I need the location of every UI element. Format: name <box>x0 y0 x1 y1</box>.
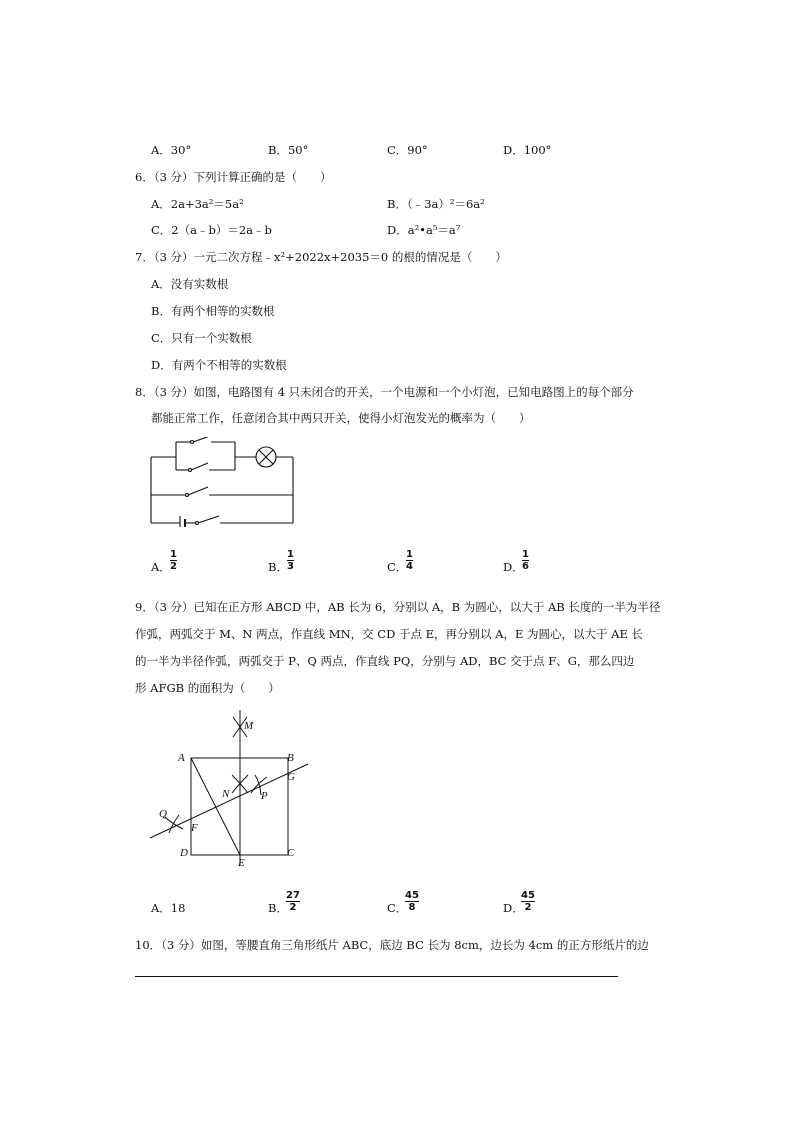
fraction-numerator: 1 <box>522 549 529 560</box>
q9-option-c-prefix: C． <box>387 901 408 915</box>
q9-option-d-fraction <box>521 890 535 913</box>
q6-option-a: A．2a+3a²＝5a² <box>151 197 244 211</box>
q9-option-a: A．18 <box>151 901 186 915</box>
fraction-denominator: 8 <box>405 901 419 913</box>
fraction-numerator: 1 <box>287 549 294 560</box>
point-label-b: B <box>287 752 294 764</box>
q9-stem-line3: 的一半为半径作弧，两弧交于 P、Q 两点，作直线 PQ，分别与 AD，BC 交于点 F、G，那么四边 <box>135 654 635 668</box>
q9-option-d-prefix: D． <box>503 901 524 915</box>
q5-option-d: D．100° <box>503 143 552 157</box>
point-label-q: Q <box>159 808 167 820</box>
q7-option-a: A．没有实数根 <box>151 277 229 291</box>
point-label-m: M <box>244 720 254 732</box>
fraction-numerator: 1 <box>170 549 177 560</box>
fraction-numerator: 1 <box>406 549 413 560</box>
q9-stem-line2: 作弧，两弧交于 M、N 两点，作直线 MN，交 CD 于点 E，再分别以 A，E 为圆心，以大于 AE 长 <box>135 627 644 641</box>
fraction-denominator: 2 <box>286 901 300 913</box>
fraction-denominator: 2 <box>170 561 177 572</box>
q6-option-d: D．a²•a⁵＝a⁷ <box>387 223 461 237</box>
q8-stem-line2: 都能正常工作，任意闭合其中两只开关，使得小灯泡发光的概率为（ ） <box>151 411 531 425</box>
point-label-f: F <box>191 822 198 834</box>
point-label-a: A <box>178 752 185 764</box>
q8-option-c-fraction <box>406 549 413 572</box>
fraction-numerator: 27 <box>286 890 300 901</box>
fraction-denominator: 3 <box>287 561 294 572</box>
q6-stem: 6．（3 分）下列计算正确的是（ ） <box>135 170 332 184</box>
q8-option-b-fraction <box>287 549 294 572</box>
q10-stem-line1: 10．（3 分）如图，等腰直角三角形纸片 ABC，底边 BC 长为 8cm，边长为 4cm 的正方形纸片的边 <box>135 938 649 952</box>
point-label-d: D <box>180 847 188 859</box>
q8-option-a-fraction <box>170 549 177 572</box>
q9-stem-line4: 形 AFGB 的面积为（ ） <box>135 681 280 695</box>
point-label-g: G <box>287 771 295 783</box>
q9-stem-line1: 9．（3 分）已知在正方形 ABCD 中，AB 长为 6，分别以 A，B 为圆心，以大于 AB 长度的一半为半径 <box>135 600 661 614</box>
fraction-denominator: 6 <box>522 561 529 572</box>
q9-option-c-fraction <box>405 890 419 913</box>
point-label-c: C <box>287 847 295 859</box>
fraction-denominator: 4 <box>406 561 413 572</box>
q5-option-b: B．50° <box>268 143 309 157</box>
q8-option-c-prefix: C． <box>387 560 408 574</box>
page-footer-rule <box>135 976 618 977</box>
q8-option-d-fraction <box>522 549 529 572</box>
q5-option-c: C．90° <box>387 143 428 157</box>
q7-option-d: D．有两个不相等的实数根 <box>151 358 287 372</box>
fraction-numerator: 45 <box>405 890 419 901</box>
q5-option-a: A．30° <box>151 143 192 157</box>
q6-option-b: B．（﹣3a）²＝6a² <box>387 197 485 211</box>
q7-option-c: C．只有一个实数根 <box>151 331 252 345</box>
q8-option-d-prefix: D． <box>503 560 524 574</box>
q9-option-b-prefix: B． <box>268 901 288 915</box>
q8-option-b-prefix: B． <box>268 560 288 574</box>
q9-option-b-fraction <box>286 890 300 913</box>
q7-stem: 7．（3 分）一元二次方程﹣x²+2022x+2035＝0 的根的情况是（ ） <box>135 250 507 264</box>
point-label-e: E <box>238 857 245 869</box>
fraction-numerator: 45 <box>521 890 535 901</box>
q8-option-a-prefix: A． <box>151 560 171 574</box>
q8-stem-line1: 8．（3 分）如图，电路图有 4 只未闭合的开关，一个电源和一个小灯泡，已知电路图上的每个部分 <box>135 385 634 399</box>
circuit-diagram <box>148 437 308 527</box>
point-label-p: P <box>261 790 268 802</box>
q6-option-c: C．2（a﹣b）＝2a﹣b <box>151 223 272 237</box>
fraction-denominator: 2 <box>521 901 535 913</box>
point-label-n: N <box>222 788 230 800</box>
q7-option-b: B．有两个相等的实数根 <box>151 304 275 318</box>
